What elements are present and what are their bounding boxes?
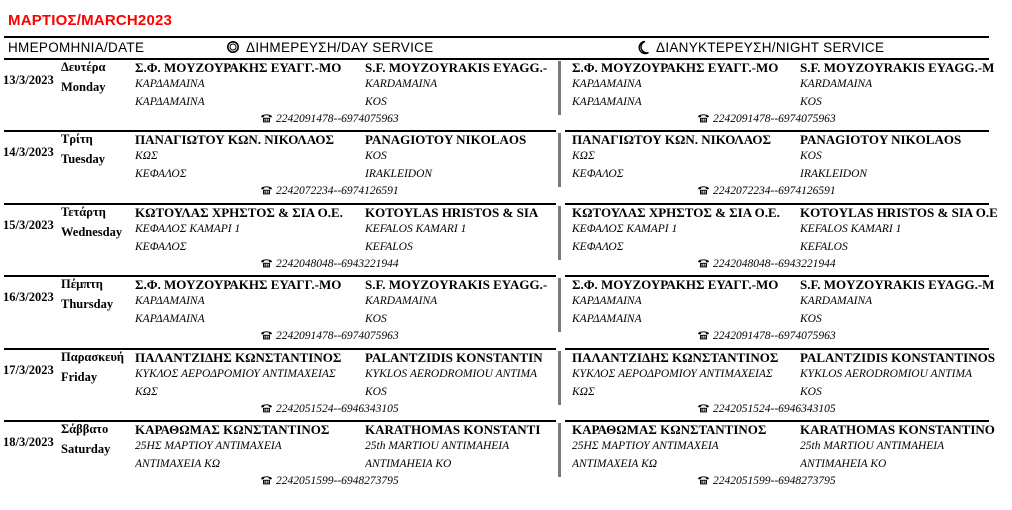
night-pharmacy-name-gr: ΠΑΝΑΓΙΩΤΟΥ ΚΩΝ. ΝΙΚΟΛΑΟΣ [572, 132, 771, 147]
night-address-en: KARDAMAINA [800, 295, 873, 307]
row-date: 17/3/2023 [3, 363, 54, 377]
night-pharmacy-name-gr: Σ.Φ. ΜΟΥΖΟΥΡΑΚΗΣ ΕΥΑΓΓ.-ΜΟ [572, 60, 779, 75]
row-date: 15/3/2023 [3, 218, 54, 232]
day-area-gr: ΚΕΦΑΛΟΣ [135, 241, 187, 253]
night-pharmacy-name-en: KARATHOMAS KONSTANTINO [800, 422, 995, 437]
night-phone-number: 2242091478--6974075963 [713, 330, 836, 342]
phone-icon [260, 258, 273, 268]
day-phone-number: 2242051599--6948273795 [276, 475, 399, 487]
night-address-gr: ΚΥΚΛΟΣ ΑΕΡΟΔΡΟΜΙΟΥ ΑΝΤΙΜΑΧΕΙΑΣ [572, 368, 773, 380]
day-pharmacy-name-en: S.F. MOYZOYRAKIS EYAGG.- [365, 277, 548, 292]
day-pharmacy-name-gr: Σ.Φ. ΜΟΥΖΟΥΡΑΚΗΣ ΕΥΑΓΓ.-ΜΟ [135, 60, 342, 75]
night-pharmacy-name-gr: Σ.Φ. ΜΟΥΖΟΥΡΑΚΗΣ ΕΥΑΓΓ.-ΜΟ [572, 277, 779, 292]
night-address-en: KARDAMAINA [800, 78, 873, 90]
day-phone [260, 403, 399, 415]
night-area-en: ANTIMAHEIA KO [800, 458, 887, 470]
night-phone-number: 2242091478--6974075963 [713, 113, 836, 125]
phone-icon [260, 330, 273, 340]
column-separator [558, 133, 561, 187]
column-separator [558, 61, 561, 115]
column-separator [558, 206, 561, 260]
phone-icon [697, 113, 710, 123]
night-phone [697, 403, 836, 415]
night-area-gr: ΚΑΡΔΑΜΑΙΝΑ [572, 313, 642, 325]
day-address-gr: ΚΑΡΔΑΜΑΙΝΑ [135, 78, 205, 90]
night-area-en: KOS [800, 96, 822, 108]
night-area-gr: ΚΑΡΔΑΜΑΙΝΑ [572, 96, 642, 108]
phone-icon [697, 258, 710, 268]
night-pharmacy-name-gr: ΚΩΤΟΥΛΑΣ ΧΡΗΣΤΟΣ & ΣΙΑ Ο.Ε. [572, 205, 780, 220]
page-title: ΜΑΡΤΙΟΣ/MARCH2023 [8, 12, 173, 29]
day-pharmacy-name-en: KOTOYLAS HRISTOS & SIA [365, 205, 539, 220]
night-area-gr: ΚΕΦΑΛΟΣ [572, 241, 624, 253]
schedule-row [0, 58, 1012, 130]
day-pharmacy-name-gr: Σ.Φ. ΜΟΥΖΟΥΡΑΚΗΣ ΕΥΑΓΓ.-ΜΟ [135, 277, 342, 292]
day-area-en: KEFALOS [365, 241, 413, 253]
row-date: 14/3/2023 [3, 145, 54, 159]
day-address-gr: ΚΑΡΔΑΜΑΙΝΑ [135, 295, 205, 307]
night-area-gr: ΚΕΦΑΛΟΣ [572, 168, 624, 180]
night-address-gr: ΚΕΦΑΛΟΣ ΚΑΜΑΡΙ 1 [572, 223, 678, 235]
row-weekday-en: Friday [61, 370, 98, 384]
day-pharmacy-name-gr: ΚΩΤΟΥΛΑΣ ΧΡΗΣΤΟΣ & ΣΙΑ Ο.Ε. [135, 205, 343, 220]
night-area-gr: ΚΩΣ [572, 386, 595, 398]
day-area-gr: ΚΑΡΔΑΜΑΙΝΑ [135, 96, 205, 108]
day-area-gr: ΚΕΦΑΛΟΣ [135, 168, 187, 180]
night-phone-number: 2242051524--6946343105 [713, 403, 836, 415]
row-weekday-gr: Τρίτη [61, 132, 93, 146]
night-address-gr: 25ΗΣ ΜΑΡΤΙΟΥ ΑΝΤΙΜΑΧΕΙΑ [572, 440, 719, 452]
night-phone [697, 185, 836, 197]
day-address-en: KARDAMAINA [365, 78, 438, 90]
phone-icon [697, 330, 710, 340]
day-address-gr: ΚΕΦΑΛΟΣ ΚΑΜΑΡΙ 1 [135, 223, 241, 235]
day-address-en: 25th MARTIOU ANTIMAHEIA [365, 440, 510, 452]
night-address-en: KOS [800, 150, 822, 162]
night-phone [697, 475, 836, 487]
night-pharmacy-name-gr: ΠΑΛΑΝΤΖΙΔΗΣ ΚΩΝΣΤΑΝΤΙΝΟΣ [572, 350, 779, 365]
day-pharmacy-name-en: PANAGIOTOY NIKOLAOS [365, 132, 527, 147]
day-pharmacy-name-en: PALANTZIDIS KONSTANTIN [365, 350, 543, 365]
day-address-en: KOS [365, 150, 387, 162]
night-address-en: 25th MARTIOU ANTIMAHEIA [800, 440, 945, 452]
night-address-en: KEFALOS KAMARI 1 [800, 223, 902, 235]
schedule-row [0, 130, 1012, 202]
day-area-en: KOS [365, 313, 387, 325]
night-pharmacy-name-en: PALANTZIDIS KONSTANTINOS [800, 350, 995, 365]
day-area-gr: ΑΝΤΙΜΑΧΕΙΑ ΚΩ [135, 458, 221, 470]
phone-icon [697, 475, 710, 485]
night-phone [697, 258, 836, 270]
day-area-en: IRAKLEIDON [365, 168, 433, 180]
sun-icon [226, 40, 240, 54]
day-pharmacy-name-gr: ΚΑΡΑΘΩΜΑΣ ΚΩΝΣΤΑΝΤΙΝΟΣ [135, 422, 330, 437]
phone-icon [260, 475, 273, 485]
day-phone [260, 330, 399, 342]
night-area-gr: ΑΝΤΙΜΑΧΕΙΑ ΚΩ [572, 458, 658, 470]
row-date: 13/3/2023 [3, 73, 54, 87]
night-address-gr: ΚΑΡΔΑΜΑΙΝΑ [572, 295, 642, 307]
phone-icon [260, 113, 273, 123]
row-weekday-en: Monday [61, 80, 106, 94]
row-weekday-en: Thursday [61, 297, 114, 311]
night-phone-number: 2242051599--6948273795 [713, 475, 836, 487]
header-top-rule [4, 36, 989, 38]
header-bottom-rule [4, 58, 989, 60]
row-weekday-gr: Τετάρτη [61, 205, 106, 219]
column-separator [558, 423, 561, 477]
day-pharmacy-name-en: S.F. MOYZOYRAKIS EYAGG.- [365, 60, 548, 75]
schedule-row [0, 420, 1012, 492]
night-pharmacy-name-gr: ΚΑΡΑΘΩΜΑΣ ΚΩΝΣΤΑΝΤΙΝΟΣ [572, 422, 767, 437]
day-area-en: KOS [365, 96, 387, 108]
schedule-row [0, 275, 1012, 347]
phone-icon [697, 185, 710, 195]
row-date: 16/3/2023 [3, 290, 54, 304]
row-weekday-en: Saturday [61, 442, 111, 456]
row-weekday-gr: Παρασκευή [61, 350, 125, 364]
schedule-row [0, 348, 1012, 420]
day-phone [260, 185, 399, 197]
night-pharmacy-name-en: KOTOYLAS HRISTOS & SIA O.E [800, 205, 998, 220]
header-night-label: ΔΙΑΝΥΚΤΕΡΕΥΣΗ/NIGHT SERVICE [656, 40, 885, 55]
night-address-gr: ΚΑΡΔΑΜΑΙΝΑ [572, 78, 642, 90]
night-area-en: KEFALOS [800, 241, 848, 253]
column-separator [558, 278, 561, 332]
column-separator [558, 351, 561, 405]
header-date-label: ΗΜΕΡΟΜΗΝΙΑ/DATE [8, 40, 145, 55]
night-pharmacy-name-en: PANAGIOTOY NIKOLAOS [800, 132, 962, 147]
header-day-service [226, 40, 434, 55]
day-area-en: KOS [365, 386, 387, 398]
row-weekday-gr: Σάββατο [61, 422, 109, 436]
night-area-en: KOS [800, 386, 822, 398]
day-address-gr: 25ΗΣ ΜΑΡΤΙΟΥ ΑΝΤΙΜΑΧΕΙΑ [135, 440, 282, 452]
day-address-en: KYKLOS AERODROMIOU ANTIMA [365, 368, 538, 380]
day-phone [260, 113, 399, 125]
day-area-gr: ΚΑΡΔΑΜΑΙΝΑ [135, 313, 205, 325]
night-phone-number: 2242048048--6943221944 [713, 258, 836, 270]
night-pharmacy-name-en: S.F. MOYZOYRAKIS EYAGG.-M [800, 277, 995, 292]
schedule-row [0, 203, 1012, 275]
day-address-gr: ΚΥΚΛΟΣ ΑΕΡΟΔΡΟΜΙΟΥ ΑΝΤΙΜΑΧΕΙΑΣ [135, 368, 336, 380]
day-phone [260, 258, 399, 270]
night-pharmacy-name-en: S.F. MOYZOYRAKIS EYAGG.-M [800, 60, 995, 75]
night-phone [697, 113, 836, 125]
night-area-en: KOS [800, 313, 822, 325]
night-area-en: IRAKLEIDON [800, 168, 868, 180]
phone-icon [260, 403, 273, 413]
row-weekday-en: Wednesday [61, 225, 123, 239]
day-pharmacy-name-gr: ΠΑΛΑΝΤΖΙΔΗΣ ΚΩΝΣΤΑΝΤΙΝΟΣ [135, 350, 342, 365]
header-night-service [636, 40, 884, 56]
day-phone-number: 2242091478--6974075963 [276, 330, 399, 342]
day-area-en: ANTIMAHEIA KO [365, 458, 452, 470]
row-date: 18/3/2023 [3, 435, 54, 449]
phone-icon [697, 403, 710, 413]
day-phone-number: 2242048048--6943221944 [276, 258, 399, 270]
day-phone-number: 2242051524--6946343105 [276, 403, 399, 415]
night-phone [697, 330, 836, 342]
header-day-label: ΔΙΗΜΕΡΕΥΣΗ/DAY SERVICE [246, 40, 434, 55]
day-pharmacy-name-en: KARATHOMAS KONSTANTI [365, 422, 541, 437]
night-address-en: KYKLOS AERODROMIOU ANTIMA [800, 368, 973, 380]
day-address-gr: ΚΩΣ [135, 150, 158, 162]
day-pharmacy-name-gr: ΠΑΝΑΓΙΩΤΟΥ ΚΩΝ. ΝΙΚΟΛΑΟΣ [135, 132, 334, 147]
day-phone-number: 2242091478--6974075963 [276, 113, 399, 125]
row-weekday-gr: Πέμπτη [61, 277, 103, 291]
phone-icon [260, 185, 273, 195]
day-phone-number: 2242072234--6974126591 [276, 185, 399, 197]
night-address-gr: ΚΩΣ [572, 150, 595, 162]
day-area-gr: ΚΩΣ [135, 386, 158, 398]
day-address-en: KARDAMAINA [365, 295, 438, 307]
day-phone [260, 475, 399, 487]
row-weekday-en: Tuesday [61, 152, 106, 166]
night-phone-number: 2242072234--6974126591 [713, 185, 836, 197]
moon-icon [636, 40, 650, 55]
day-address-en: KEFALOS KAMARI 1 [365, 223, 467, 235]
row-weekday-gr: Δευτέρα [61, 60, 106, 74]
